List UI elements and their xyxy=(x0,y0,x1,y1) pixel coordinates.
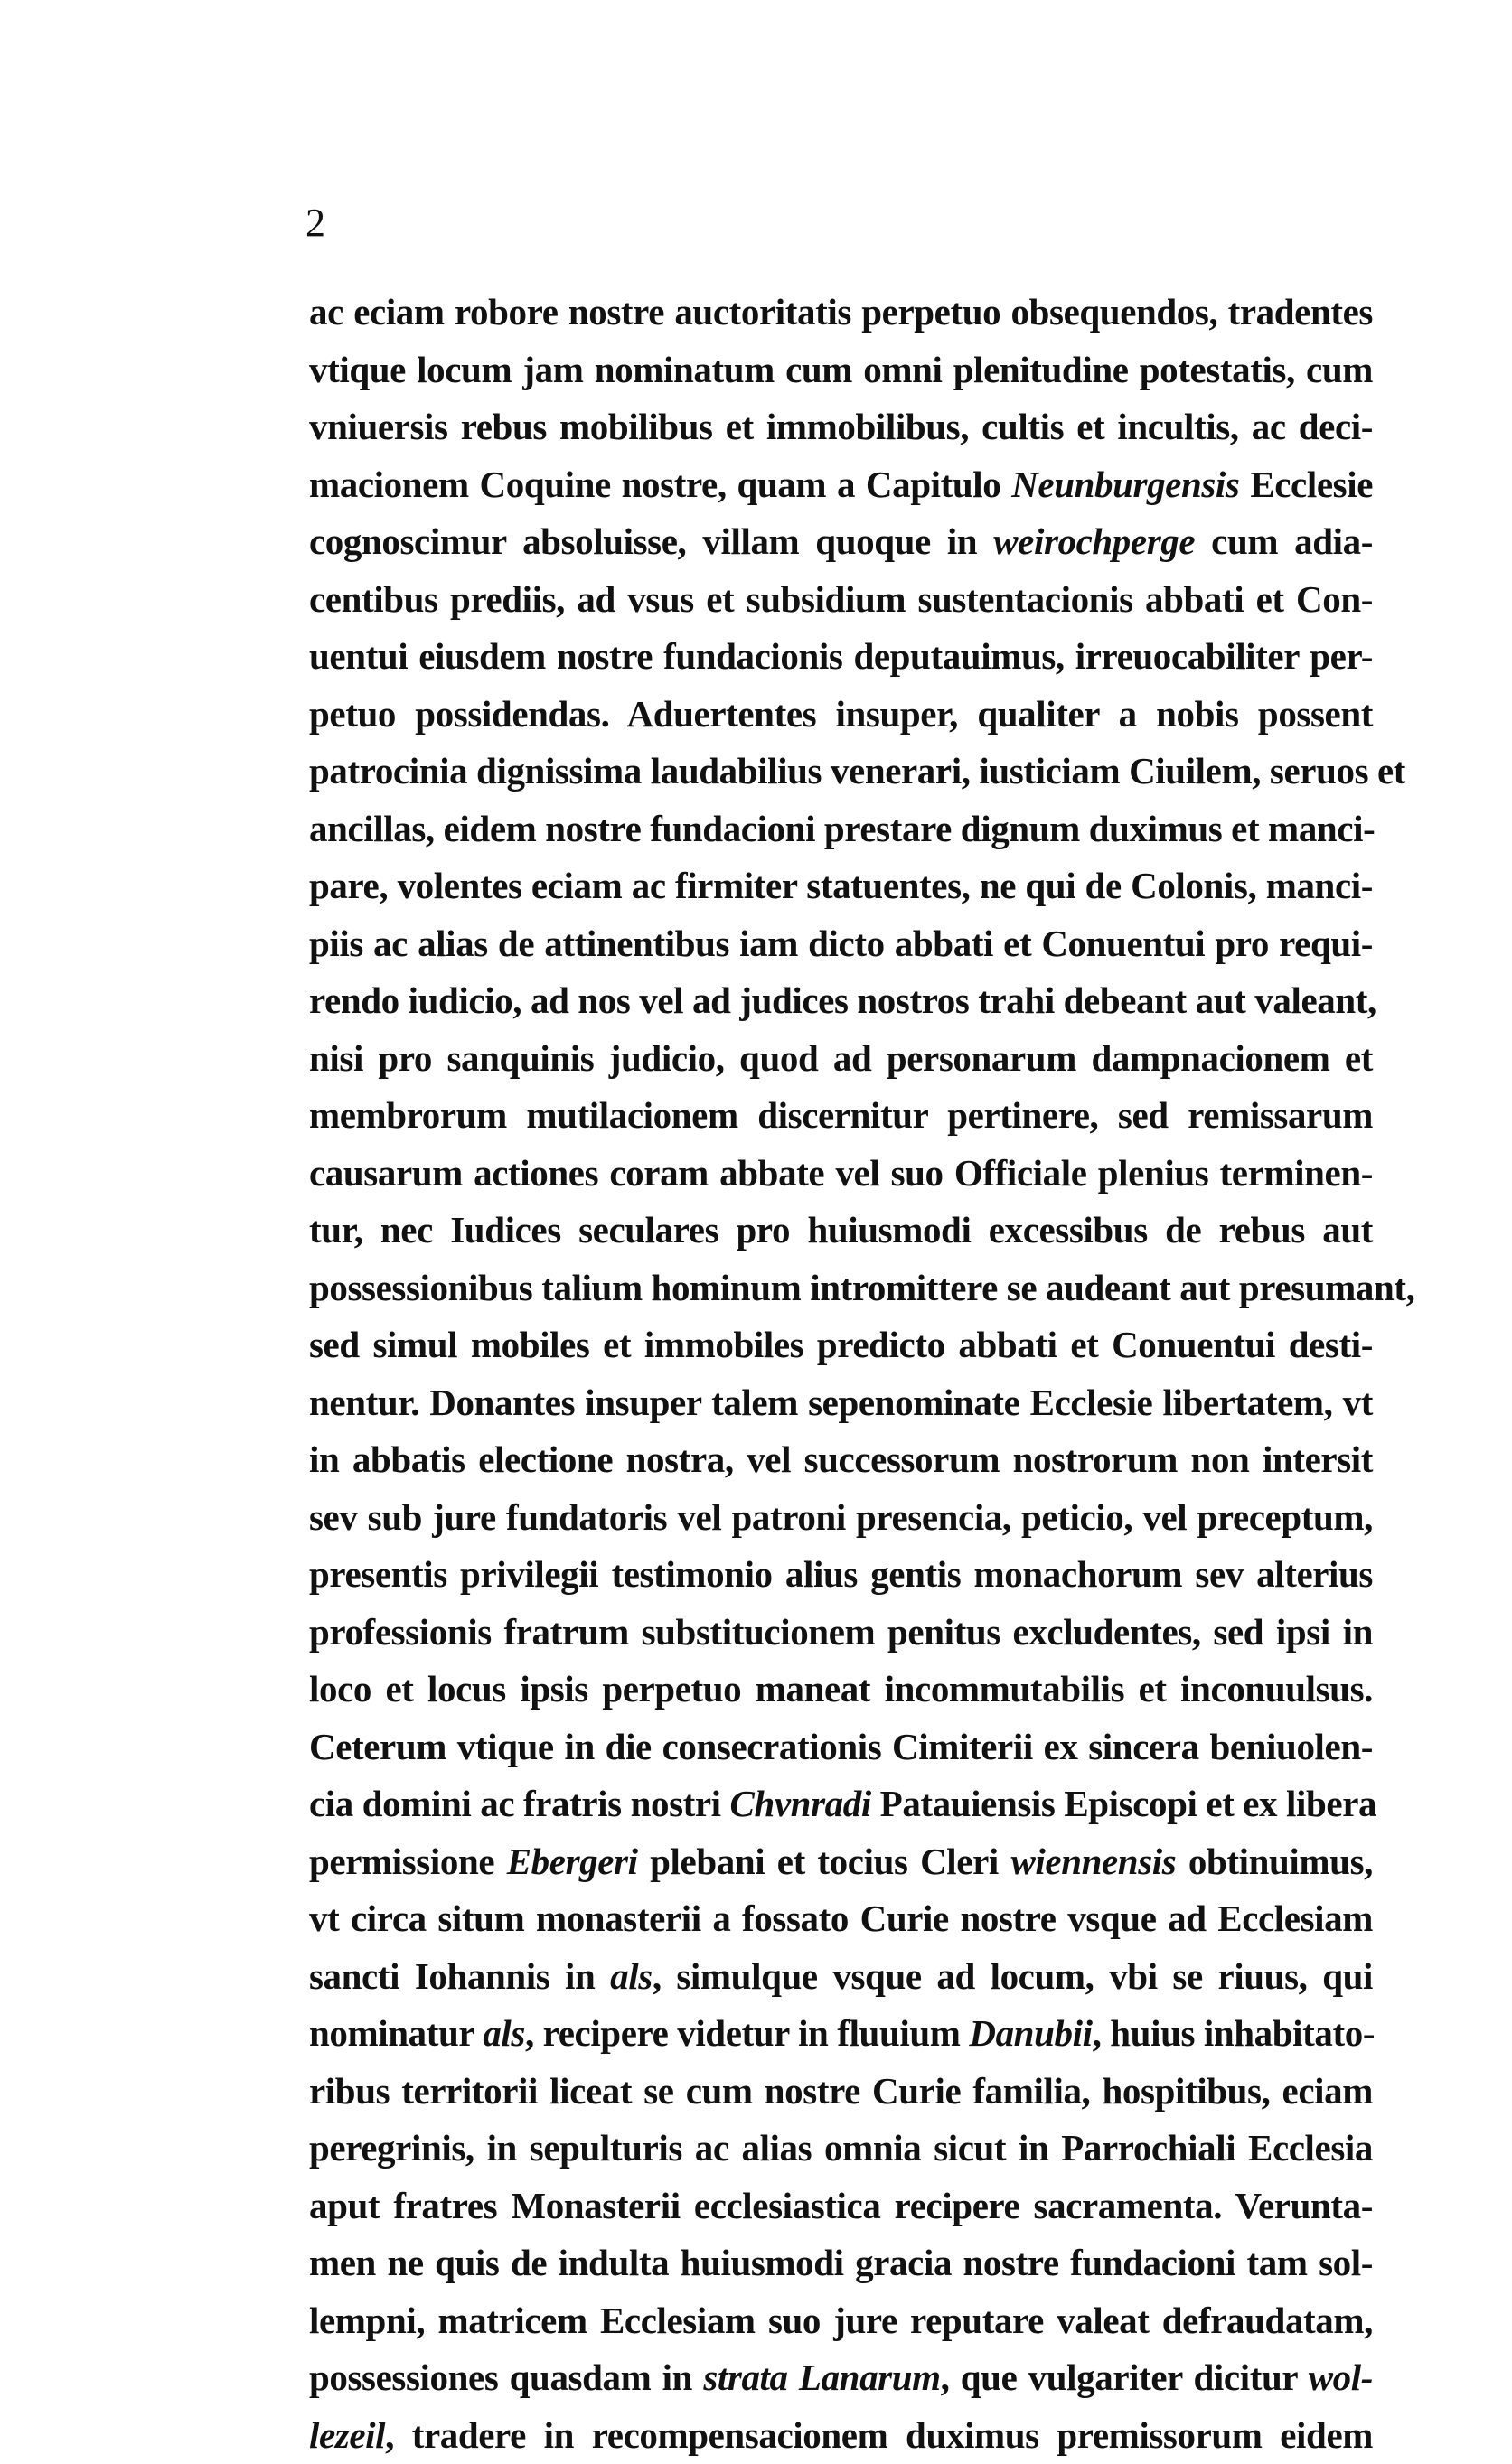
text-line: permissione Ebergeri plebani et tocius Cleri wiennensis obtinuimus, xyxy=(309,1833,1373,1891)
text-line: nentur. Donantes insuper talem sepenominate Ecclesie libertatem, vt xyxy=(309,1374,1373,1432)
text-line: patrocinia dignissima laudabilius venerari, iusticiam Ciuilem, seruos et xyxy=(309,743,1373,801)
text-line: ac eciam robore nostre auctoritatis perpetuo obsequendos, tradentes xyxy=(309,284,1373,342)
text-line: sancti Iohannis in als, simulque vsque ad locum, vbi se riuus, qui xyxy=(309,1948,1373,2006)
text-line: vniuersis rebus mobilibus et immobilibus, cultis et incultis, ac deci- xyxy=(309,398,1373,456)
text-line: aput fratres Monasterii ecclesiastica recipere sacramenta. Verunta- xyxy=(309,2178,1373,2235)
text-line: tur, nec Iudices seculares pro huiusmodi excessibus de rebus aut xyxy=(309,1202,1373,1260)
text-line: rendo iudicio, ad nos vel ad judices nostros trahi debeant aut valeant, xyxy=(309,972,1373,1030)
text-line: uentui eiusdem nostre fundacionis deputauimus, irreuocabiliter per- xyxy=(309,628,1373,686)
text-line: loco et locus ipsis perpetuo maneat incommutabilis et inconuulsus. xyxy=(309,1661,1373,1719)
text-line: sev sub jure fundatoris vel patroni presencia, peticio, vel preceptum, xyxy=(309,1489,1373,1547)
body-text xyxy=(309,284,1373,2464)
text-line: vt circa situm monasterii a fossato Curie nostre vsque ad Ecclesiam xyxy=(309,1890,1373,1948)
text-line: Ceterum vtique in die consecrationis Cimiterii ex sincera beniuolen- xyxy=(309,1719,1373,1776)
text-line: causarum actiones coram abbate vel suo Officiale plenius terminen- xyxy=(309,1145,1373,1203)
text-line: centibus prediis, ad vsus et subsidium sustentacionis abbati et Con- xyxy=(309,571,1373,629)
text-line: possessiones quasdam in strata Lanarum, que vulgariter dicitur wol- xyxy=(309,2349,1373,2407)
text-line: ribus territorii liceat se cum nostre Curie familia, hospitibus, eciam xyxy=(309,2063,1373,2121)
text-line: lezeil, tradere in recompensacionem duximus premissorum eidem xyxy=(309,2407,1373,2464)
text-line: membrorum mutilacionem discernitur pertinere, sed remissarum xyxy=(309,1087,1373,1145)
text-line: in abbatis electione nostra, vel successorum nostrorum non intersit xyxy=(309,1431,1373,1489)
text-line: professionis fratrum substitucionem penitus excludentes, sed ipsi in xyxy=(309,1604,1373,1662)
text-line: vtique locum jam nominatum cum omni plenitudine potestatis, cum xyxy=(309,342,1373,399)
text-line: pare, volentes eciam ac firmiter statuentes, ne qui de Colonis, manci- xyxy=(309,857,1373,915)
text-line: ancillas, eidem nostre fundacioni prestare dignum duximus et manci- xyxy=(309,801,1373,858)
text-line: piis ac alias de attinentibus iam dicto abbati et Conuentui pro requi- xyxy=(309,915,1373,973)
text-line: petuo possidendas. Aduertentes insuper, qualiter a nobis possent xyxy=(309,686,1373,744)
page-number: 2 xyxy=(305,201,325,246)
text-line: sed simul mobiles et immobiles predicto abbati et Conuentui desti- xyxy=(309,1316,1373,1374)
text-line: presentis privilegii testimonio alius gentis monachorum sev alterius xyxy=(309,1546,1373,1604)
text-line: cognoscimur absoluisse, villam quoque in weirochperge cum adia- xyxy=(309,513,1373,571)
text-line: men ne quis de indulta huiusmodi gracia nostre fundacioni tam sol- xyxy=(309,2234,1373,2292)
text-line: nominatur als, recipere videtur in fluuium Danubii, huius inhabitato- xyxy=(309,2005,1373,2063)
text-line: cia domini ac fratris nostri Chvnradi Patauiensis Episcopi et ex libera xyxy=(309,1775,1373,1833)
text-line: lempni, matricem Ecclesiam suo jure reputare valeat defraudatam, xyxy=(309,2292,1373,2350)
text-line: nisi pro sanquinis judicio, quod ad personarum dampnacionem et xyxy=(309,1030,1373,1088)
text-line: possessionibus talium hominum intromittere se audeant aut presumant, xyxy=(309,1260,1373,1317)
text-line: peregrinis, in sepulturis ac alias omnia sicut in Parrochiali Ecclesia xyxy=(309,2120,1373,2178)
text-line: macionem Coquine nostre, quam a Capitulo Neunburgensis Ecclesie xyxy=(309,456,1373,514)
